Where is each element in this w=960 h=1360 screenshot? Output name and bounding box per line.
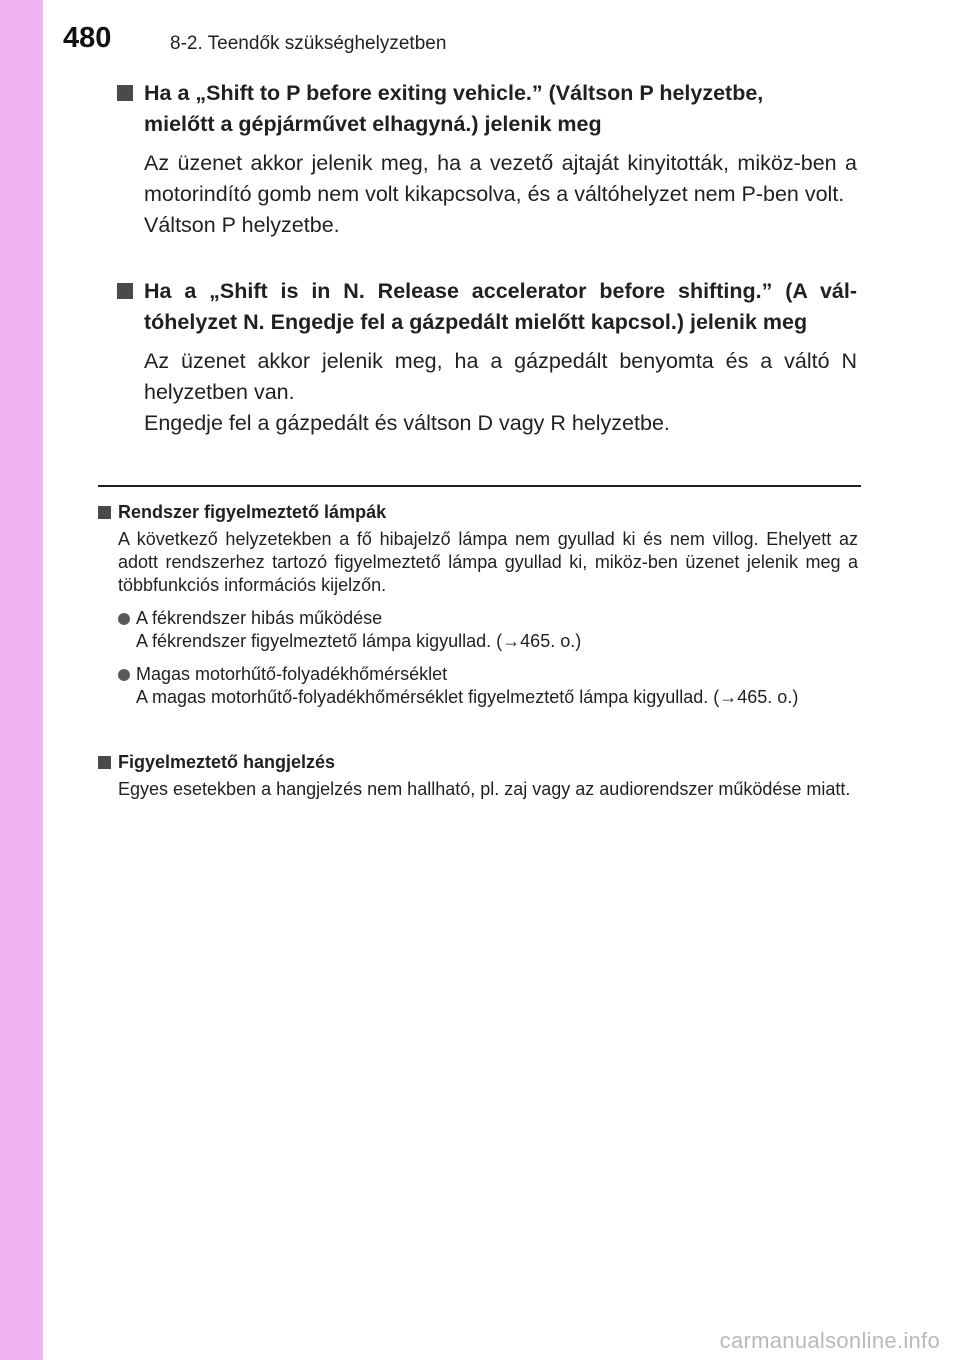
- body-text: Az üzenet akkor jelenik meg, ha a gázpedált benyomta és a váltó N helyzetben van.: [144, 349, 857, 404]
- action-text: Váltson P helyzetbe.: [144, 213, 340, 237]
- section-heading-text: Ha a „Shift is in N. Release accelerator before shifting.” (A vál-tóhelyzet N. Engedje fel a gázpedált mielőtt kapcsol.) jelenik meg: [144, 279, 857, 334]
- note-heading: [98, 500, 858, 524]
- divider: [98, 485, 861, 487]
- round-bullet-icon: [118, 613, 130, 625]
- section-shift-in-n: [117, 276, 857, 439]
- square-bullet-icon: [117, 85, 133, 101]
- note-warning-lamps: [98, 500, 858, 709]
- section-body: [117, 346, 857, 439]
- body-text: Az üzenet akkor jelenik meg, ha a vezető ajtaját kinyitották, miköz-ben a motorindító gomb nem volt kikapcsolva, és a váltóhelyzet nem P-ben volt.: [144, 151, 857, 206]
- round-bullet-icon: [118, 669, 130, 681]
- list-item-title: Magas motorhűtő-folyadékhőmérséklet: [136, 664, 448, 684]
- section-heading-line: Ha a „Shift to P before exiting vehicle.” (Váltson P helyzetbe,: [144, 81, 764, 105]
- square-bullet-icon: [117, 283, 133, 299]
- section-heading: [117, 78, 857, 140]
- section-heading: [117, 276, 857, 338]
- note-heading-text: Figyelmeztető hangjelzés: [118, 752, 336, 772]
- watermark: carmanualsonline.info: [719, 1328, 940, 1353]
- list-item: [98, 663, 858, 709]
- section-shift-to-p: [117, 78, 857, 241]
- note-body-text: A következő helyzetekben a fő hibajelző lámpa nem gyullad ki és nem villog. Ehelyett az adott rendszerhez tartozó figyelmeztető lámpa gyullad ki, miköz-ben üzenet jelenik meg a többfunkciós információs kijelzőn.: [118, 529, 858, 595]
- section-body: [117, 148, 857, 241]
- note-heading-text: Rendszer figyelmeztető lámpák: [118, 502, 387, 522]
- page-number: 480: [63, 22, 112, 54]
- list-item-text: A fékrendszer figyelmeztető lámpa kigyullad. (→465. o.): [136, 631, 582, 651]
- list-item: [98, 607, 858, 653]
- section-heading-line: mielőtt a gépjárművet elhagyná.) jelenik meg: [144, 112, 602, 136]
- list-item-text: A magas motorhűtő-folyadékhőmérséklet figyelmeztető lámpa kigyullad. (→465. o.): [136, 687, 799, 707]
- note-body: [98, 528, 858, 597]
- action-text: Engedje fel a gázpedált és váltson D vagy R helyzetbe.: [144, 411, 670, 435]
- note-body-text: Egyes esetekben a hangjelzés nem hallható, pl. zaj vagy az audiorendszer működése miatt.: [118, 779, 851, 799]
- list-item-title: A fékrendszer hibás működése: [136, 608, 383, 628]
- note-body: [98, 778, 858, 801]
- square-bullet-icon: [98, 756, 111, 769]
- section-title: 8-2. Teendők szükséghelyzetben: [170, 33, 447, 54]
- note-heading: [98, 750, 858, 774]
- note-buzzer: [98, 750, 858, 801]
- side-tab-band: [0, 0, 43, 1360]
- square-bullet-icon: [98, 506, 111, 519]
